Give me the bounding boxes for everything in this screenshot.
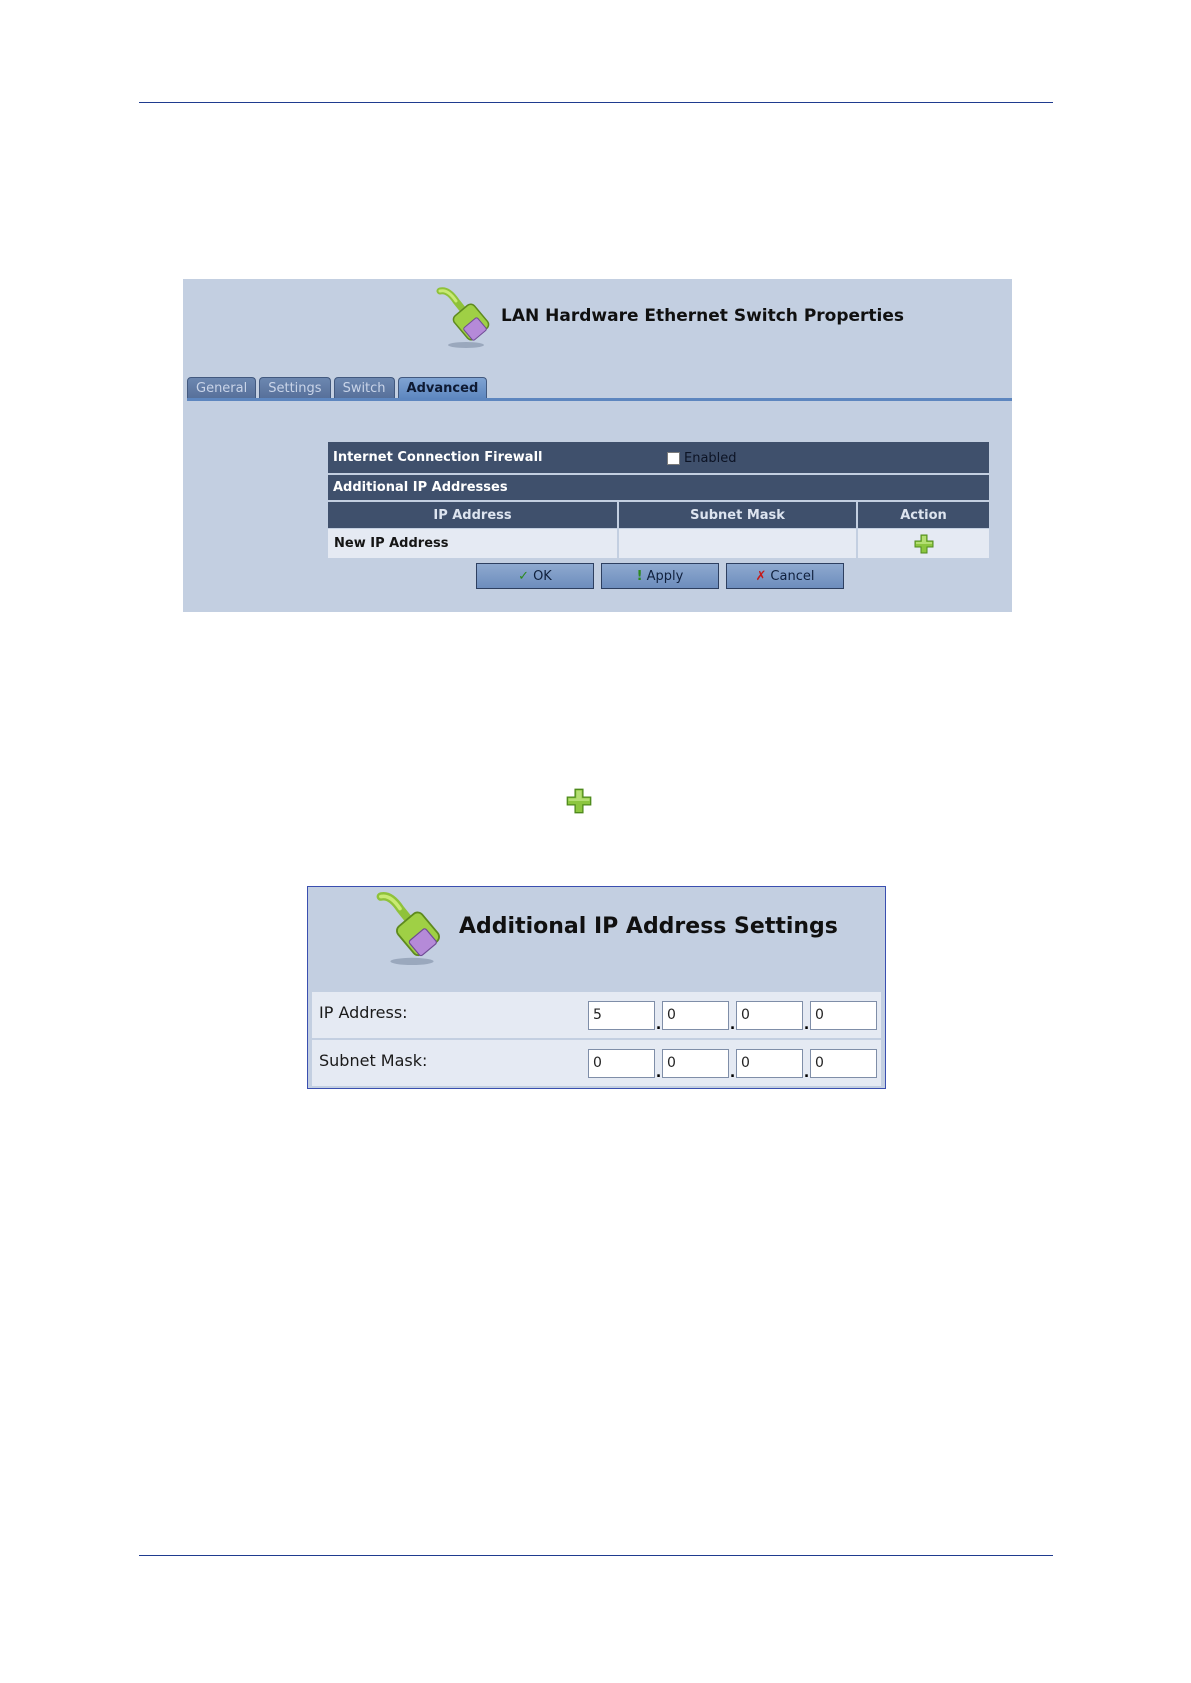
tab-settings[interactable]: Settings: [259, 377, 330, 399]
ip-address-octets: 5 . 0 . 0 . 0: [588, 1001, 877, 1030]
lan-switch-properties-panel: [183, 279, 1012, 612]
ip-octet-4-input[interactable]: 0: [810, 1001, 877, 1030]
ethernet-cable-icon: [436, 287, 496, 349]
add-plus-icon[interactable]: [914, 534, 934, 554]
column-header-subnet-mask: Subnet Mask: [619, 502, 858, 528]
ip-address-row: [312, 992, 881, 1038]
exclamation-icon: !: [636, 568, 643, 584]
ip-octet-2-input[interactable]: 0: [662, 1001, 729, 1030]
tab-underline: [187, 398, 1012, 401]
firewall-enabled-label: Enabled: [684, 451, 737, 466]
apply-button[interactable]: [601, 563, 719, 589]
additional-ip-settings-panel: [307, 886, 886, 1089]
advanced-settings-table: [328, 442, 989, 558]
cancel-button-label: Cancel: [770, 568, 815, 584]
subnet-mask-octets: 0 . 0 . 0 . 0: [588, 1049, 877, 1078]
table-header: [328, 502, 989, 528]
mask-octet-2-input[interactable]: 0: [662, 1049, 729, 1078]
additional-ip-section-title: Additional IP Addresses: [333, 480, 508, 495]
firewall-row: [328, 442, 989, 473]
firewall-enabled-checkbox[interactable]: [667, 452, 680, 465]
ip-octet-3-input[interactable]: 0: [736, 1001, 803, 1030]
firewall-checkbox-group: [667, 451, 737, 466]
tab-advanced[interactable]: Advanced: [398, 377, 488, 399]
subnet-mask-row: [312, 1040, 881, 1086]
top-rule: [139, 102, 1053, 103]
subnet-mask-label: Subnet Mask:: [319, 1051, 428, 1070]
tab-general[interactable]: General: [187, 377, 256, 399]
page-title: LAN Hardware Ethernet Switch Properties: [501, 306, 905, 326]
ok-button-label: OK: [533, 568, 552, 584]
table-row: [328, 529, 989, 558]
ok-button[interactable]: [476, 563, 594, 589]
mask-octet-1-input[interactable]: 0: [588, 1049, 655, 1078]
mask-octet-3-input[interactable]: 0: [736, 1049, 803, 1078]
subnet-mask-cell: [619, 529, 858, 558]
ethernet-cable-icon: [376, 891, 448, 967]
ip-address-label: IP Address:: [319, 1003, 408, 1022]
button-bar: [476, 563, 844, 589]
dialog-title: Additional IP Address Settings: [459, 914, 838, 939]
column-header-ip-address: IP Address: [328, 502, 619, 528]
bottom-rule: [139, 1555, 1053, 1556]
tab-bar: [187, 377, 487, 399]
new-ip-address-link[interactable]: New IP Address: [328, 529, 619, 558]
ip-octet-1-input[interactable]: 5: [588, 1001, 655, 1030]
firewall-label: Internet Connection Firewall: [333, 450, 543, 465]
mask-octet-4-input[interactable]: 0: [810, 1049, 877, 1078]
tab-switch[interactable]: Switch: [334, 377, 395, 399]
column-header-action: Action: [858, 502, 989, 528]
cancel-button[interactable]: [726, 563, 844, 589]
apply-button-label: Apply: [646, 568, 684, 584]
additional-ip-section-header: [328, 475, 989, 500]
add-plus-icon: [566, 788, 592, 814]
action-cell: [858, 529, 989, 558]
check-icon: ✓: [518, 568, 530, 584]
x-icon: ✗: [755, 568, 767, 584]
